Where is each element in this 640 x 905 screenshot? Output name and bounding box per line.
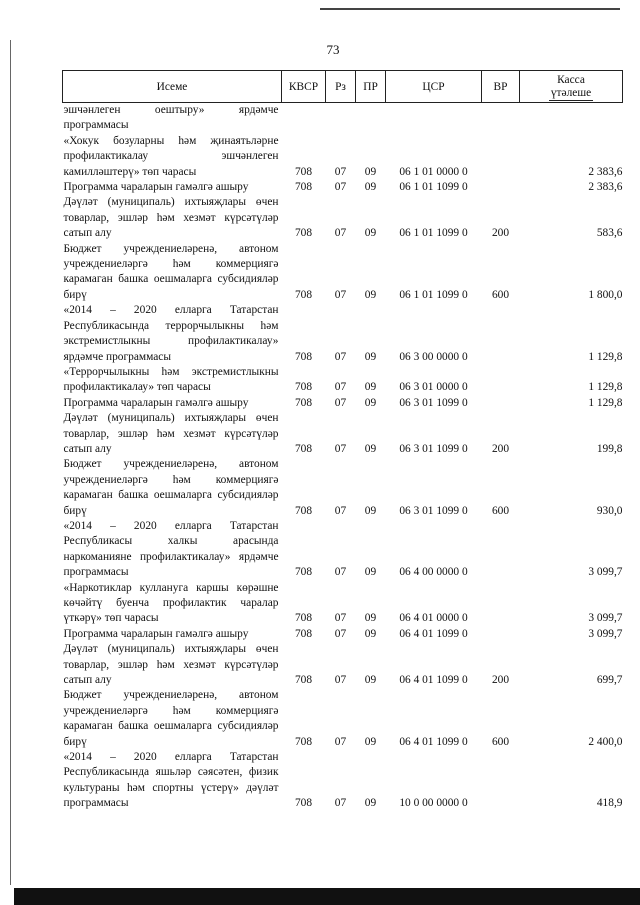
budget-table bbox=[62, 70, 623, 812]
row-pr: 09 bbox=[364, 442, 377, 455]
row-amount: 3 099,7 bbox=[588, 627, 623, 640]
header-vr: ВР bbox=[482, 71, 520, 103]
row-csr bbox=[386, 103, 482, 134]
row-vr bbox=[482, 396, 520, 411]
row-name: «Террорчылыкны һәм экстремистлыкны профилактикалау» төп чарасы bbox=[63, 365, 279, 394]
row-amount: 3 099,7 bbox=[588, 612, 623, 625]
row-vr: 200 bbox=[491, 674, 510, 687]
row-rz: 07 bbox=[334, 350, 347, 363]
row-kvsr: 708 bbox=[294, 504, 313, 517]
row-pr: 09 bbox=[364, 504, 377, 517]
row-amount: 1 129,8 bbox=[588, 396, 623, 409]
row-kvsr: 708 bbox=[294, 735, 313, 748]
row-name: Программа чараларын гамәлгә ашыру bbox=[63, 396, 249, 409]
header-kassa-line1: Касса bbox=[557, 73, 585, 86]
row-csr: 06 4 01 1099 0 bbox=[399, 627, 468, 640]
row-pr bbox=[356, 103, 386, 134]
row-pr: 09 bbox=[364, 396, 377, 409]
row-rz bbox=[326, 103, 356, 134]
header-kassa-line2: үтәлеше bbox=[550, 86, 592, 99]
row-name: Дәүләт (муниципаль) ихтыяҗлары өчен товарлар, эшләр һәм хезмәт күрсәтүләр сатып алу bbox=[63, 643, 279, 687]
table-row bbox=[63, 457, 623, 519]
row-kvsr: 708 bbox=[294, 181, 313, 194]
row-rz: 07 bbox=[334, 674, 347, 687]
row-kvsr bbox=[282, 103, 326, 134]
row-rz: 07 bbox=[334, 165, 347, 178]
row-rz: 07 bbox=[334, 181, 347, 194]
row-vr bbox=[482, 627, 520, 642]
row-pr: 09 bbox=[364, 566, 377, 579]
row-amount: 199,8 bbox=[596, 442, 623, 455]
row-name: «2014 – 2020 елларга Татарстан Республикасында яшьләр сәясәтен, физик культураны һәм спортны үстерү» дәүләт программасы bbox=[63, 751, 279, 810]
row-pr: 09 bbox=[364, 797, 377, 810]
row-csr: 06 4 01 1099 0 bbox=[399, 674, 468, 687]
row-name: «Наркотиклар куллануга каршы көрәшне көчәйтү буенча профилактик чаралар үткәрү» төп чарасы bbox=[63, 581, 279, 625]
table-row bbox=[63, 627, 623, 642]
row-vr bbox=[482, 303, 520, 365]
row-amount: 1 800,0 bbox=[588, 288, 623, 301]
row-amount bbox=[520, 103, 623, 134]
row-kvsr: 708 bbox=[294, 396, 313, 409]
row-rz: 07 bbox=[334, 797, 347, 810]
table-row bbox=[63, 750, 623, 812]
row-name: «2014 – 2020 елларга Татарстан Республикасында террорчылыкны һәм экстремистлыкны профилактикалау» ярдәмче программасы bbox=[63, 304, 279, 363]
table-row bbox=[63, 195, 623, 241]
row-csr: 06 1 01 1099 0 bbox=[399, 288, 468, 301]
row-rz: 07 bbox=[334, 227, 347, 240]
header-kvsr: КВСР bbox=[282, 71, 326, 103]
row-amount: 699,7 bbox=[596, 674, 623, 687]
row-kvsr: 708 bbox=[294, 442, 313, 455]
row-csr: 06 1 01 0000 0 bbox=[399, 165, 468, 178]
row-pr: 09 bbox=[364, 674, 377, 687]
row-name: Дәүләт (муниципаль) ихтыяҗлары өчен товарлар, эшләр һәм хезмәт күрсәтүләр сатып алу bbox=[63, 412, 279, 455]
row-pr: 09 bbox=[364, 227, 377, 240]
row-rz: 07 bbox=[334, 381, 347, 394]
row-amount: 3 099,7 bbox=[588, 566, 623, 579]
row-kvsr: 708 bbox=[294, 627, 313, 640]
header-kassa bbox=[520, 71, 623, 103]
row-amount: 418,9 bbox=[596, 797, 623, 810]
row-rz: 07 bbox=[334, 566, 347, 579]
row-name: Бюджет учреждениеләренә, автоном учреждениеләргә һәм коммерциягә карамаган башка оешмаларга субсидияләр бирү bbox=[63, 689, 279, 748]
row-name: Бюджет учреждениеләренә, автоном учреждениеләргә һәм коммерциягә карамаган башка оешмаларга субсидияләр бирү bbox=[63, 242, 279, 301]
row-rz: 07 bbox=[334, 288, 347, 301]
table-row bbox=[63, 396, 623, 411]
row-pr: 09 bbox=[364, 181, 377, 194]
row-amount: 1 129,8 bbox=[588, 381, 623, 394]
row-csr: 10 0 00 0000 0 bbox=[399, 797, 468, 810]
row-pr: 09 bbox=[364, 288, 377, 301]
row-csr: 06 3 01 1099 0 bbox=[399, 504, 468, 517]
row-vr bbox=[482, 519, 520, 581]
header-name: Исеме bbox=[63, 71, 282, 103]
row-vr: 200 bbox=[491, 442, 510, 455]
row-vr bbox=[482, 750, 520, 812]
row-pr: 09 bbox=[364, 381, 377, 394]
row-rz: 07 bbox=[334, 442, 347, 455]
row-vr bbox=[482, 581, 520, 627]
row-csr: 06 3 01 1099 0 bbox=[399, 396, 468, 409]
budget-table-container bbox=[62, 70, 622, 812]
row-vr bbox=[482, 103, 520, 134]
row-csr: 06 3 01 0000 0 bbox=[399, 381, 468, 394]
header-csr: ЦСР bbox=[386, 71, 482, 103]
row-amount: 2 383,6 bbox=[588, 165, 623, 178]
row-pr: 09 bbox=[364, 350, 377, 363]
row-vr: 600 bbox=[491, 288, 510, 301]
row-kvsr: 708 bbox=[294, 350, 313, 363]
table-row bbox=[63, 411, 623, 457]
row-vr: 200 bbox=[491, 227, 510, 240]
table-row bbox=[63, 519, 623, 581]
row-name: Программа чараларын гамәлгә ашыру bbox=[63, 181, 249, 194]
row-pr: 09 bbox=[364, 612, 377, 625]
header-pr: ПР bbox=[356, 71, 386, 103]
row-pr: 09 bbox=[364, 735, 377, 748]
row-pr: 09 bbox=[364, 627, 377, 640]
row-csr: 06 4 01 0000 0 bbox=[399, 612, 468, 625]
row-kvsr: 708 bbox=[294, 566, 313, 579]
row-csr: 06 4 00 0000 0 bbox=[399, 566, 468, 579]
row-vr: 600 bbox=[491, 735, 510, 748]
row-kvsr: 708 bbox=[294, 165, 313, 178]
row-kvsr: 708 bbox=[294, 612, 313, 625]
row-name: эшчәнлеген оештыру» ярдәмче программасы bbox=[63, 104, 279, 132]
row-name: Программа чараларын гамәлгә ашыру bbox=[63, 627, 249, 640]
row-name: Бюджет учреждениеләренә, автоном учреждениеләргә һәм коммерциягә карамаган башка оешмаларга субсидияләр бирү bbox=[63, 458, 279, 517]
row-name: «2014 – 2020 елларга Татарстан Республикасы халкы арасында наркоманияне профилактикалау» ярдәмче программасы bbox=[63, 519, 279, 579]
row-csr: 06 1 01 1099 0 bbox=[399, 181, 468, 194]
row-kvsr: 708 bbox=[294, 381, 313, 394]
row-vr bbox=[482, 365, 520, 396]
header-rz: Рз bbox=[326, 71, 356, 103]
table-row bbox=[63, 688, 623, 750]
table-row bbox=[63, 180, 623, 195]
row-csr: 06 3 01 1099 0 bbox=[399, 442, 468, 455]
row-amount: 583,6 bbox=[596, 227, 623, 240]
row-kvsr: 708 bbox=[294, 288, 313, 301]
scan-bottom-bar bbox=[14, 888, 640, 905]
row-csr: 06 4 01 1099 0 bbox=[399, 735, 468, 748]
table-row bbox=[63, 242, 623, 304]
table-header-row bbox=[63, 71, 623, 103]
scan-edge-line bbox=[10, 40, 11, 885]
top-rule bbox=[320, 8, 620, 10]
table-row bbox=[63, 365, 623, 396]
row-kvsr: 708 bbox=[294, 674, 313, 687]
row-rz: 07 bbox=[334, 396, 347, 409]
row-rz: 07 bbox=[334, 627, 347, 640]
table-row bbox=[63, 581, 623, 627]
row-rz: 07 bbox=[334, 504, 347, 517]
row-amount: 2 383,6 bbox=[588, 181, 623, 194]
row-amount: 1 129,8 bbox=[588, 350, 623, 363]
row-rz: 07 bbox=[334, 612, 347, 625]
table-body bbox=[63, 103, 623, 812]
page-number: 73 bbox=[326, 42, 340, 57]
row-kvsr: 708 bbox=[294, 797, 313, 810]
row-csr: 06 1 01 1099 0 bbox=[399, 227, 468, 240]
row-kvsr: 708 bbox=[294, 227, 313, 240]
table-row bbox=[63, 134, 623, 180]
row-amount: 930,0 bbox=[596, 504, 623, 517]
row-name: «Хокук бозуларны һәм җинаятьләрне профилактикалау эшчәнлеген камилләштерү» төп чарасы bbox=[63, 134, 279, 178]
table-row bbox=[63, 303, 623, 365]
row-pr: 09 bbox=[364, 165, 377, 178]
row-amount: 2 400,0 bbox=[588, 735, 623, 748]
table-row bbox=[63, 103, 623, 134]
table-row bbox=[63, 642, 623, 688]
row-vr: 600 bbox=[491, 504, 510, 517]
row-csr: 06 3 00 0000 0 bbox=[399, 350, 468, 363]
row-rz: 07 bbox=[334, 735, 347, 748]
row-vr bbox=[482, 134, 520, 180]
row-vr bbox=[482, 180, 520, 195]
row-name: Дәүләт (муниципаль) ихтыяҗлары өчен товарлар, эшләр һәм хезмәт күрсәтүләр сатып алу bbox=[63, 196, 279, 240]
